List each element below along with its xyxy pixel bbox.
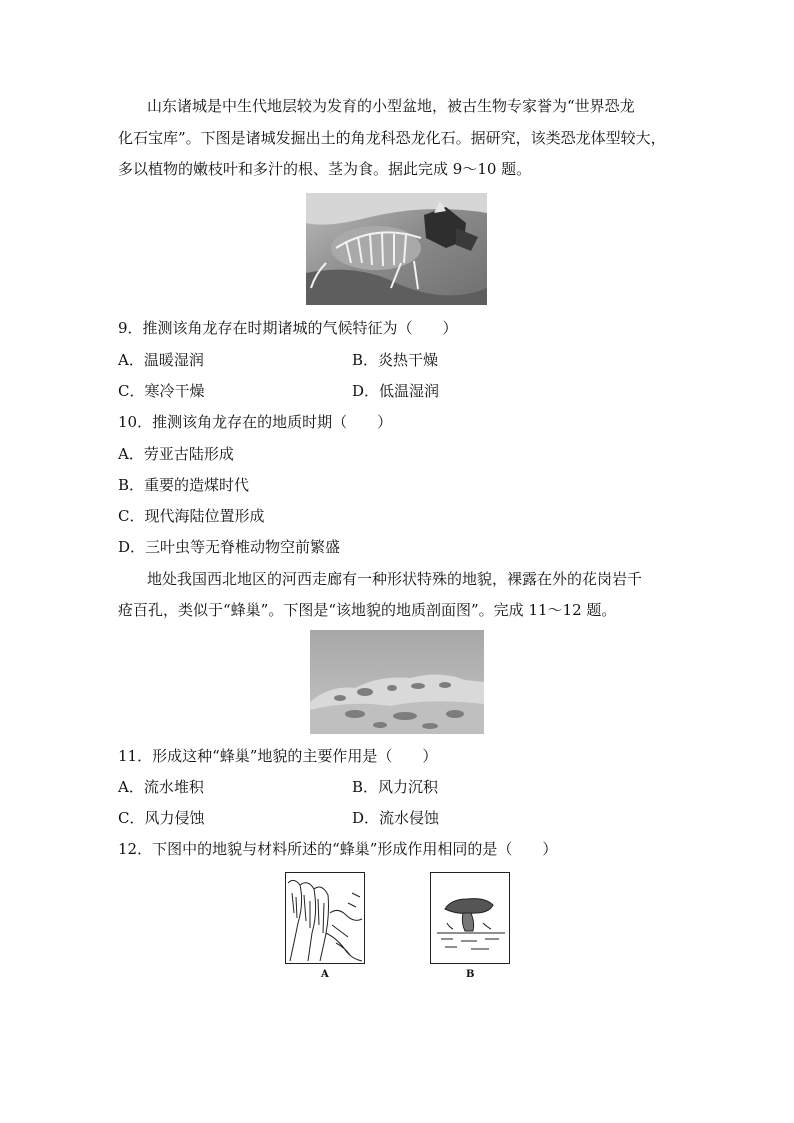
dinosaur-fossil-image [306,193,487,305]
q10-option-d[interactable]: D．三叶虫等无脊椎动物空前繁盛 [118,538,341,556]
q9-option-d[interactable]: D．低温湿润 [352,382,440,400]
q9-option-a[interactable]: A．温暖湿润 [118,351,204,369]
q10-option-a[interactable]: A．劳亚古陆形成 [118,445,234,463]
figure-b-caption: B [466,969,475,980]
q12-stem: 12．下图中的地貌与材料所述的“蜂巢”形成作用相同的是（ ） [118,840,558,858]
q11-option-b[interactable]: B．风力沉积 [352,778,439,796]
figure-a-caption: A [321,969,329,980]
q11-option-a[interactable]: A．流水堆积 [118,778,204,796]
q11-option-c[interactable]: C．风力侵蚀 [118,809,205,827]
q11-stem: 11．形成这种“蜂巢”地貌的主要作用是（ ） [118,747,438,765]
intro1-line1: 山东诸城是中生代地层较为发育的小型盆地，被古生物专家誉为“世界恐龙 [147,97,635,115]
figure-a-canyon-sketch[interactable] [285,872,365,964]
q9-option-b[interactable]: B．炎热干燥 [352,351,439,369]
intro2-line1: 地处我国西北地区的河西走廊有一种形状特殊的地貌，裸露在外的花岗岩千 [147,570,643,588]
figure-b-mushroom-rock-sketch[interactable] [430,872,510,964]
q10-option-c[interactable]: C．现代海陆位置形成 [118,507,265,525]
intro1-line3: 多以植物的嫩枝叶和多汁的根、茎为食。据此完成 9～10 题。 [118,160,532,178]
q10-option-b[interactable]: B．重要的造煤时代 [118,476,250,494]
q9-option-c[interactable]: C．寒冷干燥 [118,382,205,400]
q9-stem: 9．推测该角龙存在时期诸城的气候特征为（ ） [118,319,458,337]
intro1-line2: 化石宝库”。下图是诸城发掘出土的角龙科恐龙化石。据研究，该类恐龙体型较大， [118,129,666,147]
q11-option-d[interactable]: D．流水侵蚀 [352,809,440,827]
q10-stem: 10．推测该角龙存在的地质时期（ ） [118,413,393,431]
honeycomb-landform-image [310,630,484,734]
intro2-line2: 疮百孔，类似于“蜂巢”。下图是“该地貌的地质剖面图”。完成 11～12 题。 [118,601,617,619]
